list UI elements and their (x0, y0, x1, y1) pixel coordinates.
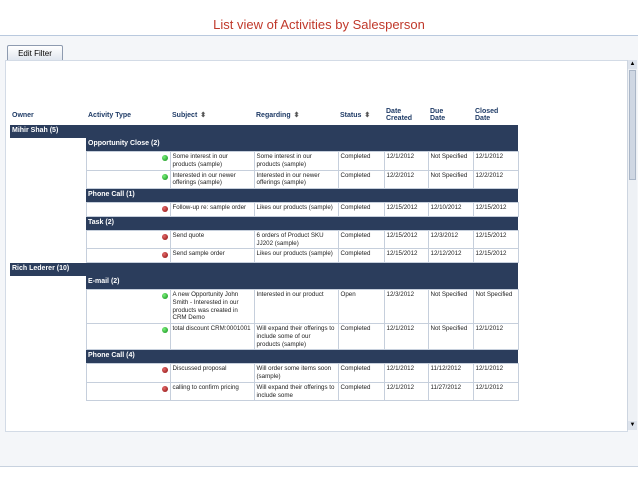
report-content (5, 60, 628, 432)
regarding-cell[interactable]: Will expand their offerings to include some (254, 382, 338, 401)
due-date-cell: 12/3/2012 (428, 230, 473, 249)
status-icon-cell (86, 152, 170, 171)
closed-date-cell: 12/1/2012 (473, 382, 518, 401)
open-status-icon (162, 327, 168, 333)
status-cell: Completed (338, 382, 384, 401)
open-status-icon (162, 174, 168, 180)
activity-type-column-header[interactable]: Activity Type (88, 111, 132, 119)
due-date-cell: Not Specified (428, 324, 473, 350)
status-icon-cell (86, 364, 170, 383)
regarding-cell[interactable]: 6 orders of Product SKU JJ202 (sample) (254, 230, 338, 249)
sort-icon[interactable]: ⬍ (293, 112, 300, 119)
due-date-cell: 11/27/2012 (428, 382, 473, 401)
owner-group-row[interactable] (10, 263, 518, 277)
due-date-cell: 11/12/2012 (428, 364, 473, 383)
subject-cell[interactable]: total discount CRM:0001001 (170, 324, 254, 350)
indent-cell (10, 324, 86, 350)
table-row[interactable] (10, 290, 518, 324)
date-created-cell: 12/15/2012 (384, 230, 428, 249)
edit-filter-button[interactable]: Edit Filter (7, 45, 63, 62)
subject-cell[interactable]: Follow-up re: sample order (170, 203, 254, 217)
activity-type-group-label: E-mail (2) (86, 276, 518, 290)
regarding-cell[interactable]: Interested in our newer offerings (sample) (254, 170, 338, 189)
table-row[interactable] (10, 170, 518, 189)
indent-cell (10, 249, 86, 263)
sort-icon[interactable]: ⬍ (364, 112, 371, 119)
closed-date-cell: 12/1/2012 (473, 324, 518, 350)
status-icon-cell (86, 170, 170, 189)
activity-type-group-row[interactable] (10, 216, 518, 230)
scroll-thumb[interactable] (629, 70, 636, 180)
open-status-icon (162, 155, 168, 161)
closed-date-column-header[interactable]: Closed Date (475, 108, 499, 122)
completed-status-icon (162, 367, 168, 373)
subject-cell[interactable]: Discussed proposal (170, 364, 254, 383)
owner-group-label: Mihir Shah (5) (10, 125, 518, 138)
date-created-cell: 12/15/2012 (384, 203, 428, 217)
indent-cell (10, 152, 86, 171)
activity-type-group-row[interactable] (10, 350, 518, 364)
activities-table (10, 105, 519, 401)
regarding-cell[interactable]: Some interest in our products (sample) (254, 152, 338, 171)
status-icon-cell (86, 382, 170, 401)
completed-status-icon (162, 234, 168, 240)
closed-date-cell: Not Specified (473, 290, 518, 324)
activity-type-group-row[interactable] (10, 138, 518, 152)
activity-type-group-label: Opportunity Close (2) (86, 138, 518, 152)
table-row[interactable] (10, 364, 518, 383)
status-icon-cell (86, 249, 170, 263)
sort-icon[interactable]: ⬍ (200, 112, 207, 119)
scroll-up-icon[interactable]: ▲ (629, 61, 636, 67)
slide-title: List view of Activities by Salesperson (213, 17, 425, 32)
date-created-cell: 12/1/2012 (384, 382, 428, 401)
indent-cell (10, 138, 86, 152)
regarding-cell[interactable]: Likes our products (sample) (254, 249, 338, 263)
date-created-cell: 12/3/2012 (384, 290, 428, 324)
table-row[interactable] (10, 324, 518, 350)
status-cell: Completed (338, 203, 384, 217)
closed-date-cell: 12/1/2012 (473, 364, 518, 383)
closed-date-cell: 12/15/2012 (473, 249, 518, 263)
indent-cell (10, 290, 86, 324)
date-created-cell: 12/1/2012 (384, 364, 428, 383)
status-icon-cell (86, 203, 170, 217)
owner-group-label: Rich Lederer (10) (10, 263, 518, 277)
status-icon-cell (86, 324, 170, 350)
closed-date-cell: 12/1/2012 (473, 152, 518, 171)
subject-cell[interactable]: Send sample order (170, 249, 254, 263)
due-date-cell: 12/12/2012 (428, 249, 473, 263)
completed-status-icon (162, 252, 168, 258)
due-date-cell: 12/10/2012 (428, 203, 473, 217)
subject-cell[interactable]: Interested in our newer offerings (sample) (170, 170, 254, 189)
activity-type-group-label: Task (2) (86, 216, 518, 230)
date-created-cell: 12/2/2012 (384, 170, 428, 189)
status-icon-cell (86, 290, 170, 324)
completed-status-icon (162, 206, 168, 212)
indent-cell (10, 203, 86, 217)
indent-cell (10, 350, 86, 364)
subject-cell[interactable]: calling to confirm pricing (170, 382, 254, 401)
due-date-column-header[interactable]: Due Date (430, 108, 446, 122)
indent-cell (10, 364, 86, 383)
status-cell: Completed (338, 249, 384, 263)
closed-date-cell: 12/2/2012 (473, 170, 518, 189)
regarding-cell[interactable]: Interested in our product (254, 290, 338, 324)
indent-cell (10, 189, 86, 203)
regarding-cell[interactable]: Will expand their offerings to include some of our products (sample) (254, 324, 338, 350)
subject-column-header[interactable]: Subject ⬍ (172, 112, 207, 119)
due-date-cell: Not Specified (428, 152, 473, 171)
due-date-cell: Not Specified (428, 290, 473, 324)
indent-cell (10, 170, 86, 189)
closed-date-cell: 12/15/2012 (473, 230, 518, 249)
status-column-header[interactable]: Status ⬍ (340, 112, 371, 119)
status-cell: Completed (338, 152, 384, 171)
regarding-cell[interactable]: Likes our products (sample) (254, 203, 338, 217)
completed-status-icon (162, 386, 168, 392)
activity-type-group-row[interactable] (10, 189, 518, 203)
owner-group-row[interactable] (10, 125, 518, 138)
date-created-column-header[interactable]: Date Created (386, 108, 413, 122)
table-row[interactable] (10, 203, 518, 217)
status-cell: Open (338, 290, 384, 324)
date-created-cell: 12/15/2012 (384, 249, 428, 263)
table-row[interactable] (10, 382, 518, 401)
activity-type-group-row[interactable] (10, 276, 518, 290)
indent-cell (10, 230, 86, 249)
indent-cell (10, 382, 86, 401)
scroll-down-icon[interactable]: ▼ (629, 422, 636, 428)
indent-cell (10, 276, 86, 290)
owner-column-header[interactable]: Owner (12, 111, 34, 119)
activity-type-group-label: Phone Call (4) (86, 350, 518, 364)
regarding-cell[interactable]: Will order some items soon (sample) (254, 364, 338, 383)
closed-date-cell: 12/15/2012 (473, 203, 518, 217)
table-row[interactable] (10, 152, 518, 171)
vertical-scrollbar[interactable] (627, 60, 637, 430)
table-row[interactable] (10, 249, 518, 263)
status-cell: Completed (338, 170, 384, 189)
date-created-cell: 12/1/2012 (384, 324, 428, 350)
status-icon-cell (86, 230, 170, 249)
date-created-cell: 12/1/2012 (384, 152, 428, 171)
status-cell: Completed (338, 364, 384, 383)
indent-cell (10, 216, 86, 230)
subject-cell[interactable]: Some interest in our products (sample) (170, 152, 254, 171)
status-cell: Completed (338, 230, 384, 249)
table-header-row (10, 105, 518, 125)
subject-cell[interactable]: A new Opportunity John Smith - Interested in our products was created in CRM Demo (170, 290, 254, 324)
table-row[interactable] (10, 230, 518, 249)
regarding-column-header[interactable]: Regarding ⬍ (256, 112, 300, 119)
open-status-icon (162, 293, 168, 299)
bottom-divider (0, 466, 638, 467)
activity-type-group-label: Phone Call (1) (86, 189, 518, 203)
due-date-cell: Not Specified (428, 170, 473, 189)
subject-cell[interactable]: Send quote (170, 230, 254, 249)
status-cell: Completed (338, 324, 384, 350)
